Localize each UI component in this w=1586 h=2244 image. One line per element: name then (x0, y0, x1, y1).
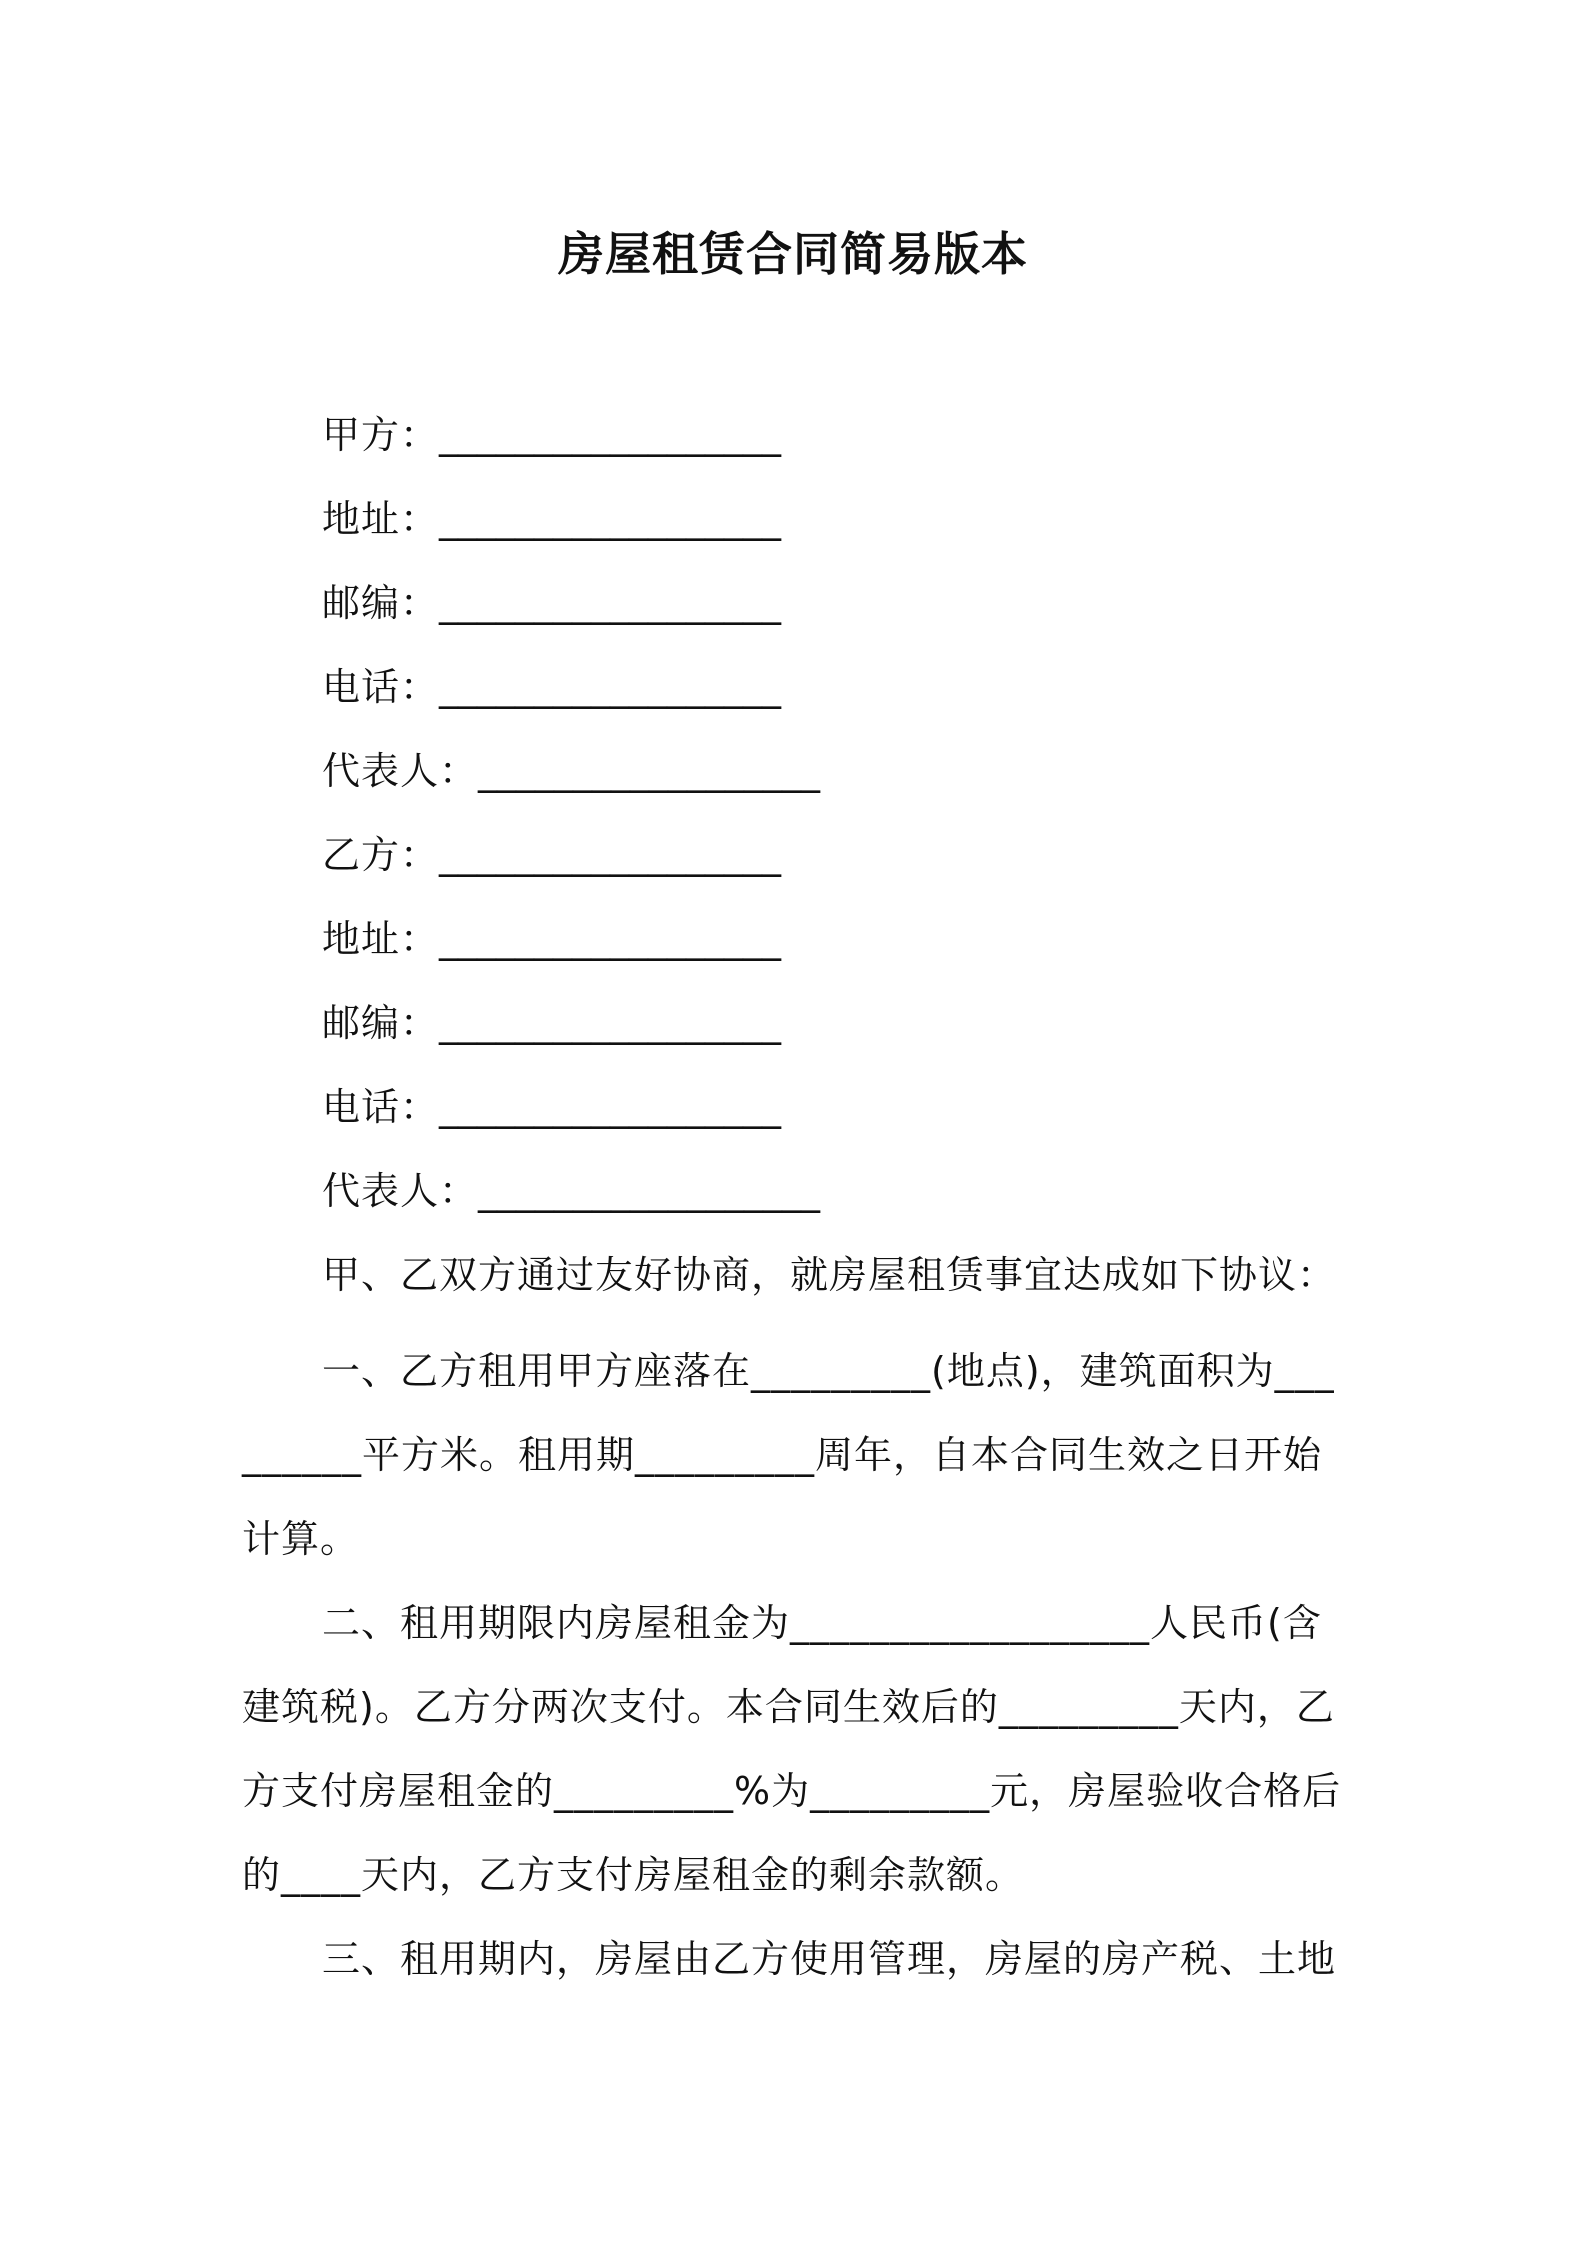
party-a-name-field (322, 408, 820, 492)
field-label: 邮编： (322, 1001, 440, 1045)
clause-1 (242, 1329, 1352, 1581)
clause-text: 二、租用期限内房屋租金为__________________人民币(含建筑税)。乙方分两次支付。本合同生效后的_________天内，乙方支付房屋租金的_________%为_________元，房屋验收合格后的____天内，乙方支付房屋租金的剩余款额。 (242, 1601, 1342, 1897)
clause-text: 三、租用期内，房屋由乙方使用管理，房屋的房产税、土地 (322, 1937, 1337, 1981)
field-blank: __________________ (439, 917, 782, 961)
field-label: 邮编： (322, 581, 440, 625)
field-blank: __________________ (439, 581, 782, 625)
party-a-postcode-field (322, 576, 820, 660)
field-blank: __________________ (478, 1169, 821, 1213)
clause-3 (242, 1917, 1352, 2001)
party-a-representative-field (322, 744, 820, 828)
party-b-phone-field (322, 1080, 820, 1164)
party-b-address-field (322, 912, 820, 996)
field-blank: __________________ (478, 749, 821, 793)
field-blank: __________________ (439, 1001, 782, 1045)
clause-2 (242, 1581, 1352, 1917)
field-label: 电话： (322, 665, 440, 709)
agreement-intro: 甲、乙双方通过友好协商，就房屋租赁事宜达成如下协议： (322, 1253, 1337, 1297)
field-label: 地址： (322, 497, 440, 541)
field-label: 乙方： (322, 833, 440, 877)
field-label: 代表人： (322, 749, 479, 793)
party-a-phone-field (322, 660, 820, 744)
field-blank: __________________ (439, 497, 782, 541)
document-title: 房屋租赁合同简易版本 (558, 227, 1028, 281)
field-label: 甲方： (322, 413, 440, 457)
field-label: 代表人： (322, 1169, 479, 1213)
field-blank: __________________ (439, 1085, 782, 1129)
party-info-list (322, 408, 820, 1248)
field-blank: __________________ (439, 665, 782, 709)
party-b-representative-field (322, 1164, 820, 1248)
party-a-address-field (322, 492, 820, 576)
field-label: 电话： (322, 1085, 440, 1129)
party-b-postcode-field (322, 996, 820, 1080)
field-label: 地址： (322, 917, 440, 961)
field-blank: __________________ (439, 413, 782, 457)
field-blank: __________________ (439, 833, 782, 877)
party-b-name-field (322, 828, 820, 912)
clause-text: 一、乙方租用甲方座落在_________(地点)，建筑面积为_________平方米。租用期_________周年，自本合同生效之日开始计算。 (242, 1349, 1335, 1561)
